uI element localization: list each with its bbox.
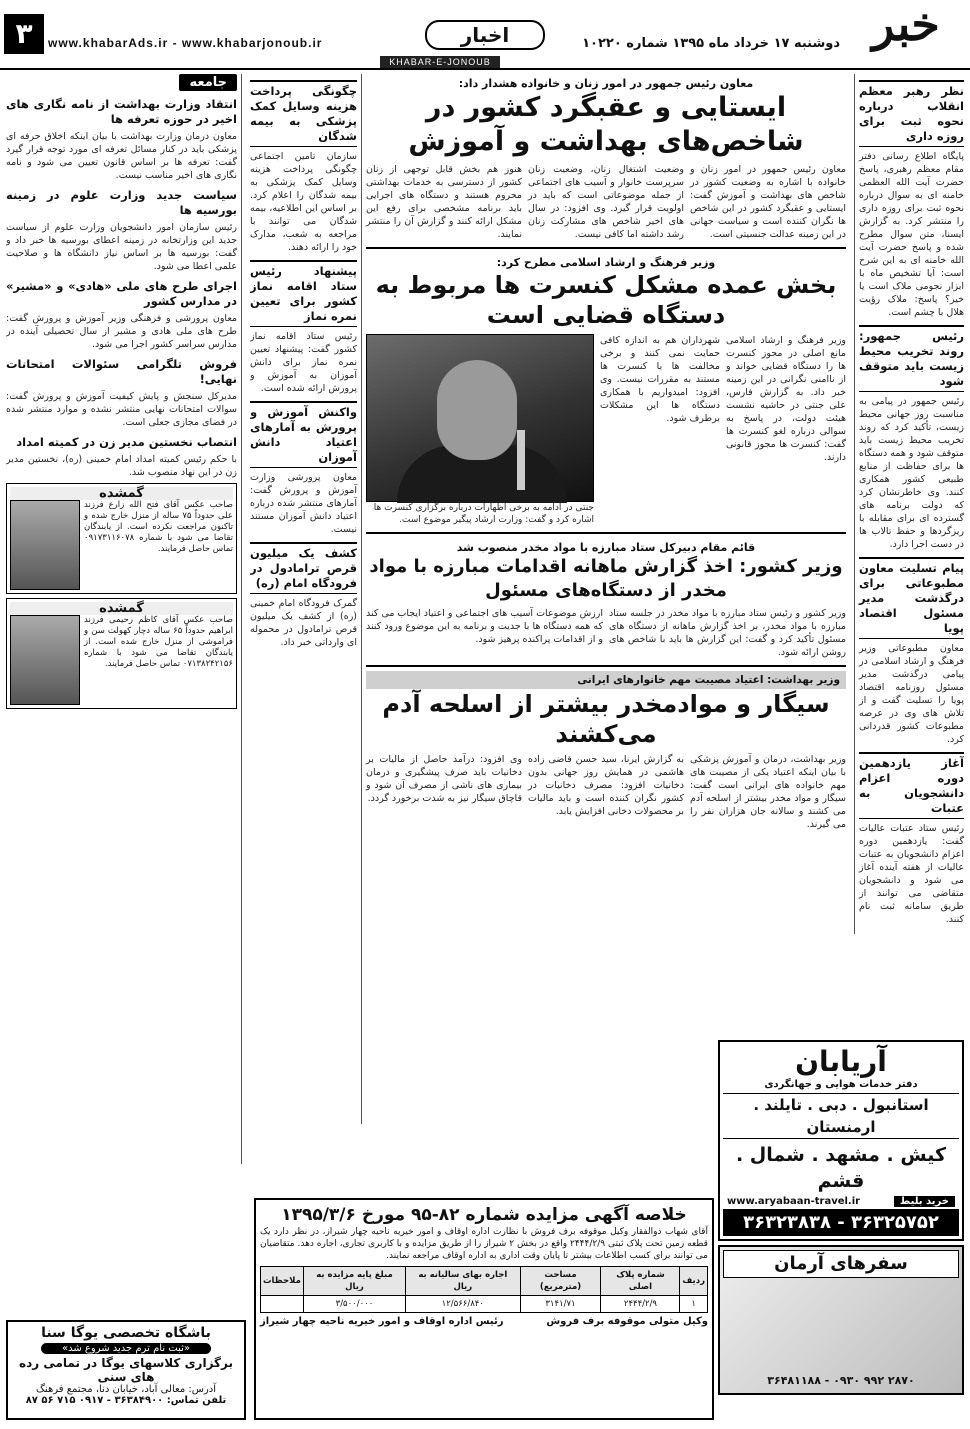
arman-ad: [718, 1245, 964, 1395]
fourth-text: به گزارش ایرنا، سید حسن قاضی زاده هاشمی در همایش روز جهانی بدون دخانیات افزود: مصرف دخانیات در کشور نگران کننده است و باید مالیات بر محصولات دخانی افزایش یابد.: [528, 754, 684, 817]
table-cell: ۱۲/۵۶۶/۸۴۰: [406, 1296, 520, 1313]
lead-headline: ایستایی و عقبگرد کشور در شاخص‌های بهداشت و آموزش: [408, 92, 804, 157]
news-title: پیام تسلیت معاون مطبوعاتی برای درگذشت مدیر مسئول اقتصاد پویا: [859, 557, 964, 639]
ad-destinations: استانبول . دبی . تایلند . ارمنستان: [723, 1093, 959, 1139]
ad-website[interactable]: www.aryabaan-travel.ir: [727, 1196, 861, 1207]
table-header: اجاره بهای سالیانه به ریال: [406, 1267, 520, 1296]
lead-text: معاون رئیس جمهور در امور زنان و خانواده با اشاره به وضعیت کشور در شاخص های بهداشت و آموزش گفت: ایستایی و عقبگرد کشور در این شاخص ها نگران کننده است و سیاست جهانی در این زمینه عدالت جنسیتی است.: [690, 164, 846, 240]
masthead: [0, 0, 970, 79]
yoga-phone: تلفن تماس: ۳۶۳۸۴۹۰۰ - ۰۹۱۷ ۷۱۵ ۵۶ ۸۷: [25, 1395, 227, 1406]
masthead-strip: KHABAR-E-JONOUB MORNING NEWSPAPER: [380, 57, 500, 79]
news-body: رئیس ستاد عتبات عالیات گفت: یازدهمین دوره اعزام دانشجویان به عتبات عالیات از هفته آینده آغاز می شود و دانشجویان متقاضی می توانند از طریق سامانه ثبت نام کنند.: [859, 823, 964, 925]
news-body: مدیرکل سنجش و پایش کیفیت آموزش و پرورش گفت: سوالات امتحانات نهایی منتشر نشده و موارد منتشر شده در فضای مجازی جعلی است.: [6, 391, 237, 428]
third-headline: وزیر کشور: اخذ گزارش ماهانه اقدامات مبارزه با مواد مخدر از دستگاه‌های مسئول: [369, 556, 843, 601]
third-kicker: قائم مقام دبیرکل ستاد مبارزه با مواد مخدر منصوب شد: [456, 541, 756, 554]
news-body: با حکم رئیس کمیته امداد امام خمینی (ره)، نخستین مدیر زن در این نهاد منصوب شد.: [6, 454, 237, 478]
news-title: آغاز یازدهمین دوره اعزام دانشجویان به عتبات: [859, 752, 964, 819]
table-header: شماره پلاک اصلی: [601, 1267, 680, 1296]
photo-caption: جنتی در ادامه به برخی اظهارات درباره برگزاری کنسرت ها اشاره کرد و گفت: وزارت ارشاد پیگیر موضوع است.: [373, 503, 594, 525]
website-urls[interactable]: www.khabarAds.ir - www.khabarjonoub.ir: [48, 36, 323, 50]
notice-text: صاحب عکس آقای فتح الله زارع فرزند علی حدوداً ۷۵ ساله از منزل خارج شده و تاکنون مراجعت نکرده است. از یابندگان تقاضا می شود با شماره ۰۹۱۷۳۱۱۶۰۷۸ تماس حاصل فرمایند.: [84, 500, 233, 554]
table-cell: [261, 1296, 304, 1313]
lead-text: وضعیت اشتغال زنان، وضعیت زنان سرپرست خانوار و آسیب های اجتماعی از جمله موضوعاتی است که باید در اولویت قرار گیرد. وی افزود: در سال های اخیر شاخص های مشارکت زنان رشد داشته اما کافی نیست.: [528, 164, 684, 240]
yoga-tag: «ثبت نام ترم جدید شروع شد»: [41, 1343, 211, 1354]
news-title: نظر رهبر معظم انقلاب درباره نحوه ثبت برای روزه داری: [859, 80, 964, 147]
ad-phone-2: ۳۶۴۸۱۱۸۸ - ۰۹۳۰ ۹۹۲ ۲۸۷۰: [767, 1374, 915, 1387]
second-text: شهرداران هم به اندازه کافی حمایت نمی کنند و برخی مخالفت ها با کنسرت ها مستند به مقررات نیست. وی افزود: امیدواریم با همکاری دستگاه ها این مشکلات برطرف شود.: [600, 335, 720, 424]
news-title: انتقاد وزارت بهداشت از نامه نگاری های اخیر در حوزه تعرفه ها: [6, 97, 237, 126]
fourth-headline: سیگار و موادمخدر بیشتر از اسلحه آدم می‌کشند: [382, 690, 830, 748]
table-header: ردیف: [680, 1267, 708, 1296]
fourth-story: [366, 671, 846, 831]
third-text: وزیر کشور و رئیس ستاد مبارزه با مواد مخدر در جلسه ستاد مبارزه با مواد مخدر، بر اخذ گزارش ماهانه از دستگاه های مسئول تأکید کرد و گفت: این گزارش ها باید با شاخص های روشن ارائه شود.: [609, 608, 846, 658]
ad-cta[interactable]: خرید بلیط: [894, 1196, 955, 1207]
news-body: معاون پرورشی وزارت آموزش و پرورش گفت: آمارهای منتشر شده درباره اعتیاد دانش آموزان مستند نیست.: [250, 472, 357, 535]
news-title: چگونگی پرداخت هزینه وسایل کمک پزشکی به بیمه شدگان: [250, 80, 357, 147]
mid-news-column: [250, 74, 362, 1124]
news-photo: [366, 334, 594, 502]
fourth-text: وی افزود: درآمد حاصل از مالیات بر دخانیات باید صرف پیشگیری و درمان بیماری های ناشی از مصرف آن شود و قاچاق سیگار نیز به شدت برخورد گردد.: [366, 754, 522, 804]
lead-story: [366, 74, 846, 249]
left-news-column: [6, 74, 242, 1164]
travel-ads: [718, 1040, 964, 1410]
notice-text: صاحب عکس آقای کاظم رحیمی فرزند ابراهیم حدوداً ۶۵ ساله دچار کهولت سن و فراموشی از منزل خارج شده است. از یابندگان تقاضا می شود با شماره ۰۷۱۳۸۲۴۲۱۵۶ تماس حاصل فرمایند.: [84, 615, 233, 669]
notice-title: گمشده: [10, 602, 233, 615]
ad-phone: ۳۶۳۲۳۸۳۸ - ۳۶۳۲۵۷۵۲: [723, 1209, 959, 1236]
notice-title: گمشده: [10, 487, 233, 500]
news-body: رئیس ستاد اقامه نماز کشور گفت: پیشنهاد تعیین نمره نماز برای دانش آموزان به آموزش و پرورش ارائه شده است.: [250, 331, 357, 394]
table-cell: ۳۱۴۱/۷۱: [520, 1296, 601, 1313]
signature-left: رئیس اداره اوقاف و امور خیریه ناحیه چهار شیراز: [260, 1316, 504, 1327]
news-title: سیاست جدید وزارت علوم در زمینه بورسیه ها: [6, 188, 237, 217]
second-kicker: وزیر فرهنگ و ارشاد اسلامی مطرح کرد:: [496, 256, 716, 269]
table-cell: ۱: [680, 1296, 708, 1313]
news-body: پایگاه اطلاع رسانی دفتر مقام معظم رهبری، پاسخ حضرت آیت الله العظمی خامنه ای به سوال درباره نحوه ثبت برای روزه داری را منتشر کرد. به گزارش ایسنا، متن سوال مطرح شده و پاسخ حضرت آیت الله خامنه ای به این شرح است: آیا تشخیص ماه با ابزار نجومی ملاک است یا خیر؟ پاسخ: ملاک رؤیت هلال با چشم است.: [859, 151, 964, 318]
missing-person-notice: [6, 483, 237, 594]
lead-text: هنوز هم بخش قابل توجهی از زنان کشور از دسترسی به خدمات بهداشتی محروم هستند و دستگاه های اجرایی باید برنامه مشخصی برای رفع این مشکل ارائه کنند و گزارش آن را منتشر نمایند.: [366, 164, 522, 240]
yoga-address: آدرس: معالی آباد، خیابان دنا، مجتمع فرهنگ: [35, 1384, 216, 1395]
second-headline: بخش عمده مشکل کنسرت ها مربوط به دستگاه قضایی است: [375, 271, 837, 329]
second-story: [366, 253, 846, 534]
table-row: [261, 1296, 708, 1313]
news-title: کشف یک میلیون قرص ترامادول در فرودگاه امام (ره): [250, 542, 357, 594]
section-title: اخبار: [425, 20, 545, 50]
auction-notice: [254, 1198, 714, 1420]
ad-destinations-2: کیش . مشهد . شمال . قشم: [735, 1144, 947, 1192]
section-badge: جامعه: [179, 74, 237, 91]
right-news-column: [854, 74, 964, 934]
news-title: فروش تلگرامی سئوالات امتحانات نهایی!: [6, 357, 237, 386]
news-title: واکنش آموزش و پرورش به آمارهای اعتیاد دانش آموزان: [250, 401, 357, 468]
yoga-title: باشگاه تخصصی یوگا سنا: [41, 1325, 211, 1341]
fourth-text: وزیر بهداشت، درمان و آموزش پزشکی با بیان اینکه اعتیاد یکی از مصیبت های مهم خانواده های ایرانی است گفت: سیگار و مواد مخدر بیشتر از اسلحه آدم می کشند و سالانه جان هزاران نفر را می گیرند.: [690, 754, 846, 830]
lead-kicker: معاون رئیس جمهور در امور زنان و خانواده هشدار داد:: [458, 77, 754, 90]
yoga-ad: [6, 1320, 246, 1420]
yoga-line: برگزاری کلاسهای یوگا در تمامی رده های سنی: [19, 1356, 233, 1384]
news-body: رئیس سازمان امور دانشجویان وزارت علوم از سیاست جدید این وزارتخانه در زمینه اعطای بورسیه ها خبر داد و گفت: بورسیه ها بر اساس نیاز دانشگاه ها و صلاحیت علمی اعطا می شود.: [6, 222, 237, 272]
second-text: وزیر فرهنگ و ارشاد اسلامی مانع اصلی در مجوز کنسرت ها را دستگاه قضایی خواند و از ناامنی نگرانی در این زمینه خبر داد. به گزارش فارس، علی جنتی در حاشیه نشست هیئت دولت، در پاسخ به سوالی درباره لغو کنسرت ها گفت: کنسرت ها مجوز قانونی دارند.: [726, 335, 846, 463]
page-number: ۳: [4, 14, 44, 54]
signature-right: وکیل متولی موقوفه برف فروش: [546, 1316, 708, 1327]
table-header: مبلغ پایه مزایده به ریال: [303, 1267, 405, 1296]
news-title: پیشنهاد رئیس ستاد اقامه نماز کشور برای تعیین نمره نماز: [250, 260, 357, 327]
person-photo: [10, 500, 80, 590]
news-title: رئیس جمهور: روند تخریب محیط زیست باید متوقف شود: [859, 325, 964, 392]
notice-body: آقای شهاب ذوالفقار وکیل موقوفه برف فروش با نظارت اداره اوقاف و امور خیریه ناحیه چهار شیراز، در نظر دارد یک قطعه زمین تحت پلاک ثبتی ۲۴۴۴/۲/۹ واقع در بخش ۲ شیراز را از طریق مزایده و با کاربری تجاری، اجاره دهد. متقاضیان می توانند برای کسب اطلاعات بیشتر تا پایان وقت اداری به اداره اوقاف مراجعه نمایند.: [260, 1227, 708, 1261]
newspaper-logo: خبر: [872, 0, 940, 51]
main-stories: [366, 74, 846, 1194]
person-photo: [10, 615, 80, 705]
news-body: معاون پرورشی و فرهنگی وزیر آموزش و پرورش گفت: طرح های ملی هادی و مشیر از سال تحصیلی آینده در مدارس سراسر کشور اجرا می شود.: [6, 313, 237, 350]
table-header: مساحت (مترمربع): [520, 1267, 601, 1296]
news-body: رئیس جمهور در پیامی به مناسبت روز جهانی محیط زیست، تأکید کرد که روند تخریب محیط زیست باید متوقف شود و همه دستگاه ها برای حفاظت از منابع طبیعی کشور همکاری کنند. وی خاطرنشان کرد که دولت برنامه های گسترده ای برای مقابله با ریزگردها و حفظ تالاب ها در دست اجرا دارد.: [859, 396, 964, 550]
news-body: معاون مطبوعاتی وزیر فرهنگ و ارشاد اسلامی در پیامی درگذشت مدیر مسئول روزنامه اقتصاد پویا را تسلیت گفت و از تلاش های وی در عرصه مطبوعات کشور قدردانی کرد.: [859, 643, 964, 745]
notice-heading: خلاصه آگهی مزایده شماره ۸۲-۹۵ مورخ ۱۳۹۵/۳/۶: [281, 1205, 687, 1225]
ad-slogan: دفتر خدمات هوایی و جهانگردی: [764, 1079, 918, 1090]
table-cell: ۲۴۴۴/۲/۹: [601, 1296, 680, 1313]
news-body: سازمان تامین اجتماعی چگونگی پرداخت هزینه وسایل کمک پزشکی به بیمه شدگان را اعلام کرد. بر اساس این اطلاعیه، بیمه شدگان می توانند با مراجعه به شعب، مدارک خود را ارائه دهند.: [250, 151, 357, 253]
ad-brand: آریابان: [795, 1045, 887, 1078]
aryaban-ad: [718, 1040, 964, 1241]
issue-date: دوشنبه ۱۷ خرداد ماه ۱۳۹۵ شماره ۱۰۲۲۰: [582, 36, 840, 51]
news-body: معاون درمان وزارت بهداشت با بیان اینکه اخلاق حرفه ای پزشکی باید در کنار مسائل تعرفه ای مورد توجه قرار گیرد گفت: تعرفه ها بر اساس قانون تعیین می شود و نامه نگاری های اخیر مناسب نیست.: [6, 131, 237, 181]
missing-person-notice: [6, 598, 237, 709]
notice-table: [260, 1266, 708, 1313]
table-cell: ۳/۵۰۰/۰۰۰: [303, 1296, 405, 1313]
table-header: ملاحظات: [261, 1267, 304, 1296]
news-body: گمرک فرودگاه امام خمینی (ره) از کشف یک میلیون قرص ترامادول در محموله ای وارداتی خبر داد.: [250, 598, 357, 648]
news-title: اجرای طرح های ملی «هادی» و «مشیر» در مدارس کشور: [6, 279, 237, 308]
ad-brand-2: سفرهای آرمان: [723, 1250, 959, 1278]
news-title: انتصاب نخستین مدیر زن در کمیته امداد: [16, 435, 237, 449]
third-story: [366, 538, 846, 667]
fourth-subbar: وزیر بهداشت: اعتیاد مصیبت مهم خانوارهای ایرانی: [366, 671, 846, 689]
third-text: ارزش موضوعات آسیب های اجتماعی و اعتیاد ایجاب می کند که همه دستگاه ها با جدیت و برنامه به این موضوع ورود کنند و از اقدامات پراکنده پرهیز شود.: [366, 608, 603, 645]
